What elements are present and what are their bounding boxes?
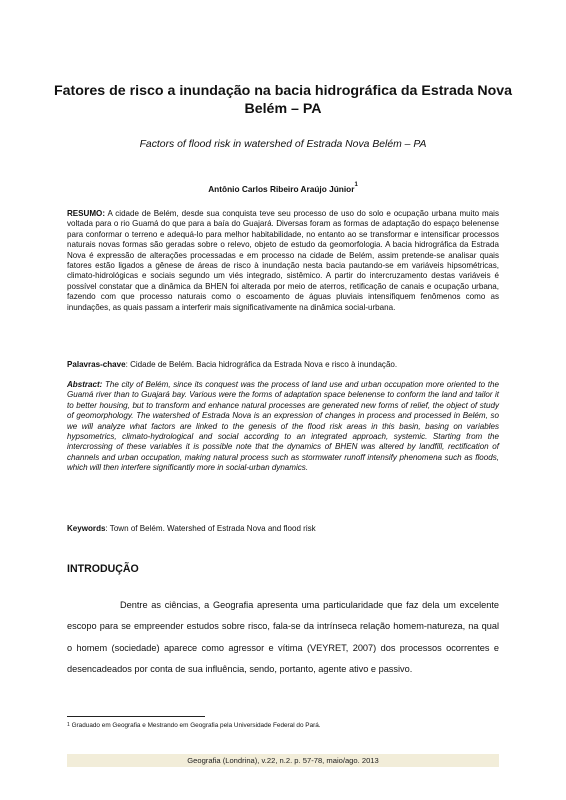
keywords-label: Keywords (67, 524, 106, 533)
abstract-text: The city of Belém, since its conquest was the process of land use and urban occupation more oriented to the Guamá river than to Guajará bay. Various were the forms of adaptation space belenense to conform the land and tailor it to better housing, but to transform and enhance natural processes are generated new forms of relief, the object of study of geomorphology. The watershed of Estrada Nova is an expression of changes in process and processed in Belém, so we will analyze what factors are linked to the genesis of the flood risk areas in this basin, basing on variables hypsometrics, climato-hydrological and social according to an integrated approach, systemic. Starting from the intercrossing of these variables it is possible note that the dynamics of BHEN was altered by landfill, rectification of channels and urban occupation, making natural process such as stormwater runoff intensify phenomena such as floods, which will then interfere significantly more in social-urban dynamics. (67, 380, 499, 473)
footnote-divider (67, 716, 205, 717)
keywords-line (67, 524, 499, 534)
palavras-chave-label: Palavras-chave (67, 360, 126, 369)
section-heading-introducao: INTRODUÇÃO (67, 563, 139, 575)
intro-paragraph (67, 595, 499, 681)
palavras-chave-line (67, 360, 499, 370)
journal-footer: Geografia (Londrina), v.22, n.2. p. 57-78, maio/ago. 2013 (67, 754, 499, 767)
article-title: Fatores de risco a inundação na bacia hidrográfica da Estrada Nova Belém – PA (53, 83, 513, 117)
footnote (67, 722, 499, 729)
footnote-mark: 1 (67, 722, 70, 728)
resumo-block (67, 209, 499, 313)
resumo-text: A cidade de Belém, desde sua conquista teve seu processo de uso do solo e ocupação urbana muito mais voltada para o rio Guamá do que para a baía do Guajará. Diversas foram as formas de adaptação do espaço belenense para conformar o terreno e adequá-lo para melhor habitabilidade, no entanto ao se transformar e intensificar processos naturais novas formas são geradas sobre o relevo, objeto de estudo da geomorfologia. A bacia hidrográfica da Estrada Nova é expressão de alterações processadas e em processo na cidade de Belém, assim pretende-se analisar quais fatores estão ligados a gênese de áreas de risco à inundação nesta bacia pautando-se em variáveis hipsométricas, climato-hidrológicas e sociais segundo um viés integrado, sistêmico. A partir do intercruzamento destas variáveis é possível constatar que a dinâmica da BHEN foi alterada por meio de aterros, retificação de canais e ocupação urbana, fazendo com que processo naturais como o escoamento de águas pluviais intensifiquem fenômenos como as inundações, as quais passam a interferir mais significativamente na dinâmica social-urbana. (67, 209, 499, 312)
author-name: Antônio Carlos Ribeiro Araújo Júnior (208, 184, 355, 194)
keywords-text: : Town of Belém. Watershed of Estrada Nova and flood risk (105, 524, 316, 533)
author-line (50, 184, 516, 194)
article-subtitle: Factors of flood risk in watershed of Estrada Nova Belém – PA (139, 139, 427, 150)
intro-paragraph-text: Dentre as ciências, a Geografia apresenta uma particularidade que faz dela um excelente escopo para se empreender estudos sobre risco, fala-se da intrínseca relação homem-natureza, na qual o homem (sociedade) aparece como agressor e vítima (VEYRET, 2007) dos processos ocorrentes e desencadeados por conta de sua influência, sendo, portanto, agente ativo e passivo. (67, 600, 499, 675)
abstract-block (67, 380, 499, 474)
palavras-chave-text: : Cidade de Belém. Bacia hidrográfica da Estrada Nova e risco à inundação. (125, 360, 398, 369)
author-footnote-mark[interactable]: 1 (354, 182, 358, 188)
resumo-label: RESUMO: (67, 209, 105, 218)
abstract-label: Abstract: (67, 380, 103, 389)
footnote-text: Graduado em Geografia e Mestrando em Geografia pela Universidade Federal do Pará. (71, 722, 321, 729)
